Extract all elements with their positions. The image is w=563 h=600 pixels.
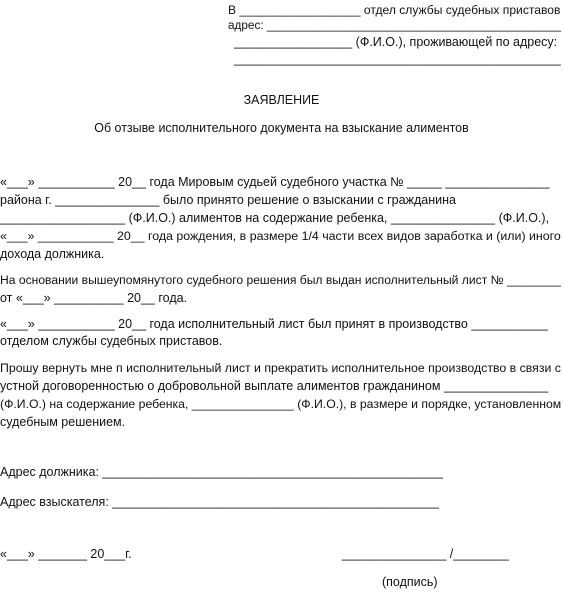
paragraph2-line: от «___» __________ 20__ года. — [0, 291, 188, 305]
paragraph3-line: «___» ___________ 20__ года исполнительный лист был принят в производство ___________ — [0, 317, 548, 331]
paragraph4-line: судебным решением. — [0, 415, 126, 429]
paragraph1-line: «___» ___________ 20__ года Мировым судьей судебного участка № _____ _______________ — [0, 175, 550, 189]
signature-caption: (подпись) — [382, 575, 438, 589]
header-recipient-line: В __________________ отдел службы судебных приставов — [228, 3, 561, 17]
paragraph1-line: __________________ (Ф.И.О.) алиментов на содержание ребенка, _______________ (Ф.И.О.), — [0, 211, 550, 225]
header-applicant-address-line: _______________________________________________ — [234, 52, 561, 66]
paragraph4-line: устной договоренностью о добровольной выплате алиментов гражданином _______________ — [0, 379, 549, 393]
paragraph1-line: дохода должника. — [0, 247, 105, 261]
paragraph1-line: «___» ___________ 20__ года рождения, в размере 1/4 части всех видов заработка и (или) иного — [0, 229, 561, 243]
paragraph4-line: (Ф.И.О.) на содержание ребенка, _______________ (Ф.И.О.), в размере и порядке, установленном — [0, 397, 562, 411]
paragraph2-line: На основании вышеупомянутого судебного решения был выдан исполнительный лист № ________ — [0, 273, 561, 287]
header-applicant-line: _________________ (Ф.И.О.), проживающей по адресу: — [234, 35, 558, 49]
claimant-address-line: Адрес взыскателя: _______________________________________________ — [0, 495, 440, 509]
paragraph1-line: района г. _______________ было принято решение о взыскании с гражданина — [0, 193, 456, 207]
header-address-line: адрес: _____________________________________________ — [228, 19, 561, 32]
document-title: ЗАЯВЛЕНИЕ — [243, 93, 320, 107]
date-line: «___» _______ 20___г. — [0, 547, 132, 561]
document-subtitle: Об отзыве исполнительного документа на взыскание алиментов — [94, 121, 469, 135]
paragraph4-line: Прошу вернуть мне п исполнительный лист и прекратить исполнительное производство в связи с — [0, 361, 561, 375]
debtor-address-line: Адрес должника: _________________________________________________ — [0, 465, 444, 479]
paragraph3-line: отделом службы судебных приставов. — [0, 334, 223, 348]
signature-line: _______________ /________ — [342, 547, 509, 561]
